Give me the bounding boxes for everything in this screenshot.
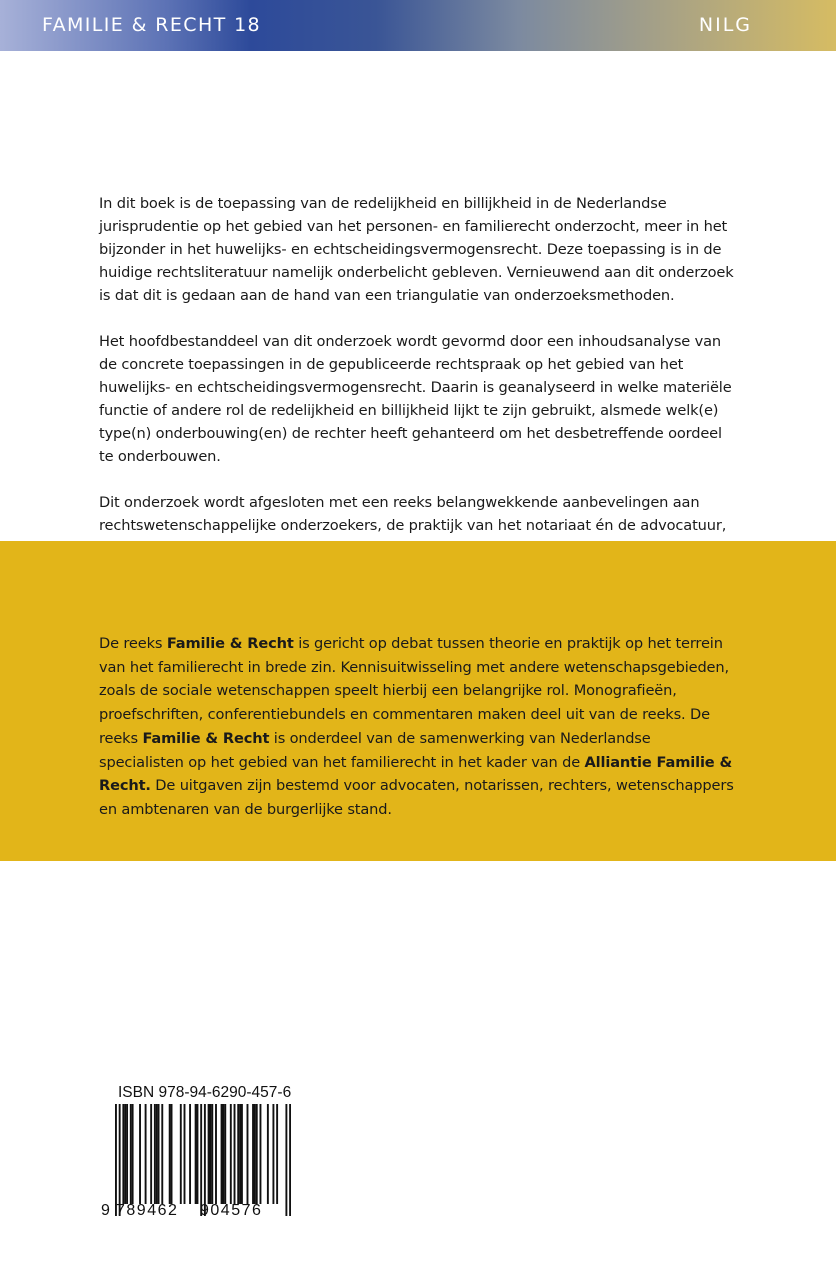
barcode-bar [130, 1104, 132, 1204]
barcode-bar [211, 1104, 213, 1204]
summary-paragraph: In dit boek is de toepassing van de redelijkheid en billijkheid in de Nederlandse jurisprudentie op het gebied van het personen- en familierecht onderzocht, meer in het bijzonder in het huwelijks- en echtscheidingsvermogensrecht. Deze toepassing is in de huidige rechtsliteratuur namelijk onderbelicht gebleven. Vernieuwend aan dit onderzoek is dat dit is gedaan aan de hand van een triangulatie van onderzoeksmethoden. [99, 195, 734, 304]
barcode-bar [124, 1104, 126, 1204]
barcode-bar [122, 1104, 124, 1204]
barcode-bar [115, 1104, 117, 1216]
text-run: is gericht op debat tussen theorie en praktijk op het terrein van het familierecht in brede zin. Kennisuitwisseling met andere wetenschapsgebieden, zoals de sociale wetenschappen speelt hierbij een belangrijke rol. Monografieën, proefschriften, conferentiebundels en commentaren maken deel uit van de reeks. De reeks [99, 635, 729, 747]
barcode-bar [209, 1104, 211, 1204]
barcode-bar [139, 1104, 141, 1204]
barcode-bar [289, 1104, 291, 1216]
barcode-bar [204, 1104, 206, 1216]
barcode-bar [230, 1104, 232, 1204]
ean-first-digit: 9 [101, 1202, 110, 1219]
barcode-bar [247, 1104, 249, 1204]
alliance-name: Alliantie Familie & Recht. [99, 753, 733, 795]
barcode-bar [145, 1104, 147, 1204]
barcode-bar [161, 1104, 163, 1204]
header-band [0, 0, 836, 51]
barcode-bar [126, 1104, 128, 1204]
barcode-bar [254, 1104, 256, 1204]
series-description-paragraph [99, 632, 739, 822]
barcode-bar [215, 1104, 217, 1204]
book-summary [99, 192, 739, 583]
barcode-bar [197, 1104, 199, 1204]
isbn-label: ISBN 978-94-6290-457-6 [118, 1084, 292, 1101]
isbn-barcode [101, 1084, 291, 1224]
text-run: is onderdeel van de samenwerking van Nederlandse specialisten op het gebied van het familierecht in het kader van de [99, 729, 651, 771]
ean-digits [101, 1202, 262, 1220]
barcode-bar [154, 1104, 156, 1204]
barcode-bar [241, 1104, 243, 1204]
barcode-bar [260, 1104, 262, 1204]
barcode-bar [272, 1104, 274, 1204]
series-name: Familie & Recht [142, 729, 270, 747]
barcode-bar [285, 1104, 287, 1216]
barcode-bar [132, 1104, 134, 1204]
summary-paragraph: Het hoofdbestanddeel van dit onderzoek wordt gevormd door een inhoudsanalyse van de concrete toepassingen in de gepubliceerde rechtspraak op het gebied van het huwelijks- en echtscheidingsvermogensrecht. Daarin is geanalyseerd in welke materiële functie of andere rol de redelijkheid en billijkheid lijkt te zijn gebruikt, alsmede welk(e) type(n) onderbouwing(en) de rechter heeft gehanteerd om het desbetreffende oordeel te onderbouwen. [99, 333, 732, 465]
publisher-name: NILG [698, 14, 752, 36]
barcode-bar [252, 1104, 254, 1204]
barcode-bar [189, 1104, 191, 1204]
barcode-bar [224, 1104, 226, 1204]
barcode-bar [221, 1104, 223, 1204]
summary-paragraph: Dit onderzoek wordt afgesloten met een reeks belangwekkende aanbevelingen aan rechtswetenschappelijke onderzoekers, de praktijk van het notariaat én de advocatuur, [99, 494, 727, 534]
barcode-bar [208, 1104, 210, 1204]
series-title: FAMILIE & RECHT 18 [42, 14, 262, 36]
barcode-bar [150, 1104, 152, 1204]
barcode-bar [195, 1104, 197, 1204]
barcode-bar [158, 1104, 160, 1204]
barcode-bars [115, 1104, 291, 1216]
text-run: De uitgaven zijn bestemd voor advocaten, notarissen, rechters, wetenschappers en ambtenaren van de burgerlijke stand. [99, 777, 734, 818]
barcode-bar [237, 1104, 239, 1204]
barcode-bar [200, 1104, 202, 1216]
barcode-bar [184, 1104, 186, 1204]
barcode-bar [171, 1104, 173, 1204]
ean-right-digits: 904576 [200, 1202, 263, 1219]
text-run: De reeks [99, 635, 167, 652]
barcode-bar [256, 1104, 258, 1204]
barcode-bar [222, 1104, 224, 1204]
barcode-bar [169, 1104, 171, 1204]
barcode-bar [234, 1104, 236, 1204]
barcode-bar [239, 1104, 241, 1204]
series-description [99, 632, 739, 822]
series-name: Familie & Recht [166, 635, 294, 652]
barcode-bar [156, 1104, 158, 1204]
barcode-bar [180, 1104, 182, 1204]
barcode-bar [119, 1104, 121, 1216]
ean-left-digits: 789462 [116, 1202, 179, 1219]
barcode-bar [276, 1104, 278, 1204]
barcode-bar [267, 1104, 269, 1204]
